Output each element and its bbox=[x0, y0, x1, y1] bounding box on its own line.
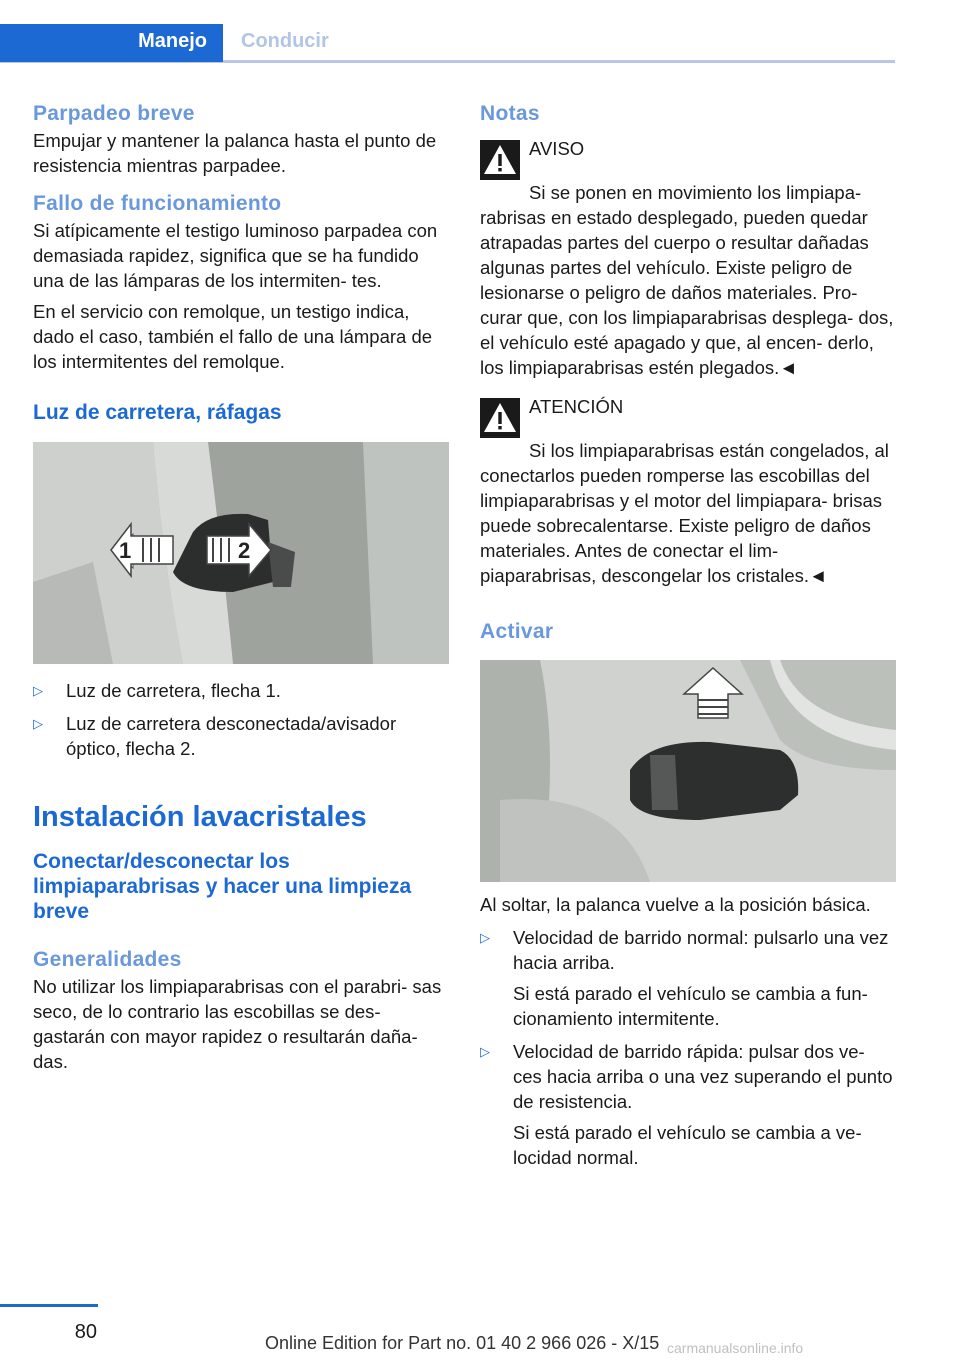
warning-triangle-icon bbox=[480, 140, 520, 180]
activar-item-2: Velocidad de barrido rápida: pulsar dos ve‐ ces hacia arriba o una vez superando el punto de resistencia. bbox=[513, 1041, 893, 1112]
wiper-lever-photo bbox=[480, 660, 896, 882]
atencion-text: Si los limpiaparabrisas están congelados, al conectarlos pueden romperse las escobillas del limpiaparabrisas y el motor del limpiapara‐ brisas puede sobrecalentarse. Existe peligro de daños materiales. Antes de conectar el lim‐ piaparabrisas, descongelar los cristales.◄ bbox=[480, 440, 889, 586]
aviso-text: Si se ponen en movimiento los limpiapa‐ rabrisas en estado desplegado, pueden quedar atrapadas partes del cuerpo o resultar dañadas algunas partes del vehículo. Existe peligro de lesionarse o peligro de daños materiales. Pro‐ curar que, con los limpiaparabrisas desplega‐ dos, el vehículo esté apagado y que, al encen‐ derlo, los limpiaparabrisas estén plegados.◄ bbox=[480, 182, 894, 378]
activar-list bbox=[480, 925, 896, 1170]
fallo-text-2: En el servicio con remolque, un testigo indica, dado el caso, también el fallo de una lámpara de los intermitentes del remolque. bbox=[33, 301, 433, 372]
right-column bbox=[480, 100, 896, 1170]
atencion-label: ATENCIÓN bbox=[529, 396, 624, 417]
tab-conducir[interactable]: Conducir bbox=[241, 30, 329, 52]
atencion-block bbox=[480, 394, 896, 588]
triangle-bullet-icon: ▷ bbox=[33, 683, 43, 698]
luz-list bbox=[33, 678, 449, 761]
photo-label-2: 2 bbox=[238, 538, 251, 563]
triangle-bullet-icon: ▷ bbox=[33, 716, 43, 731]
instalacion-heading: Instalación lavacristales bbox=[33, 801, 367, 833]
footer-rule bbox=[0, 1304, 98, 1307]
list-item bbox=[33, 711, 449, 761]
generalidades-text: No utilizar los limpiaparabrisas con el parabri‐ sas seco, de lo contrario las escobillas se des‐ gastarán con mayor rapidez o resultarán daña‐ das. bbox=[33, 976, 442, 1072]
luz-item-1: Luz de carretera, flecha 1. bbox=[66, 680, 281, 701]
watermark: carmanualsonline.info bbox=[667, 1340, 804, 1356]
tab-manejo[interactable] bbox=[0, 24, 223, 62]
footer-edition: Online Edition for Part no. 01 40 2 966 026 - X/15 bbox=[265, 1333, 660, 1353]
list-item bbox=[33, 678, 449, 703]
warning-triangle-icon bbox=[480, 398, 520, 438]
fallo-text-1: Si atípicamente el testigo luminoso parpadea con demasiada rapidez, significa que se ha fundido una de las lámparas de los intermiten‐ tes. bbox=[33, 220, 438, 291]
list-item bbox=[480, 1039, 896, 1170]
notas-heading: Notas bbox=[480, 102, 540, 125]
triangle-bullet-icon: ▷ bbox=[480, 930, 490, 945]
activar-item-1: Velocidad de barrido normal: pulsarlo una vez hacia arriba. bbox=[513, 927, 889, 973]
parpadeo-heading: Parpadeo breve bbox=[33, 102, 195, 125]
high-beam-lever-photo bbox=[33, 442, 449, 664]
activar-item-1-note: Si está parado el vehículo se cambia a fun‐ cionamiento intermitente. bbox=[513, 983, 868, 1029]
page-number: 80 bbox=[74, 1321, 97, 1343]
activar-heading: Activar bbox=[480, 620, 554, 643]
activar-intro: Al soltar, la palanca vuelve a la posición básica. bbox=[480, 894, 871, 915]
fallo-heading: Fallo de funcionamiento bbox=[33, 192, 282, 215]
tab-manejo-label: Manejo bbox=[138, 30, 207, 52]
aviso-label: AVISO bbox=[529, 138, 585, 159]
luz-heading: Luz de carretera, ráfagas bbox=[33, 401, 282, 424]
triangle-bullet-icon: ▷ bbox=[480, 1044, 490, 1059]
aviso-block bbox=[480, 136, 896, 380]
generalidades-heading: Generalidades bbox=[33, 948, 182, 971]
list-item bbox=[480, 925, 896, 1031]
activar-item-2-note: Si está parado el vehículo se cambia a ve‐ locidad normal. bbox=[513, 1122, 862, 1168]
conectar-heading: Conectar/desconectar los limpiaparabrisas y hacer una limpieza breve bbox=[33, 850, 412, 923]
left-column bbox=[33, 100, 449, 1074]
luz-item-2: Luz de carretera desconectada/avisador óptico, flecha 2. bbox=[66, 713, 397, 759]
photo-label-1: 1 bbox=[119, 538, 132, 563]
header-tabs bbox=[0, 24, 895, 64]
parpadeo-text: Empujar y mantener la palanca hasta el punto de resistencia mientras parpadee. bbox=[33, 130, 437, 176]
